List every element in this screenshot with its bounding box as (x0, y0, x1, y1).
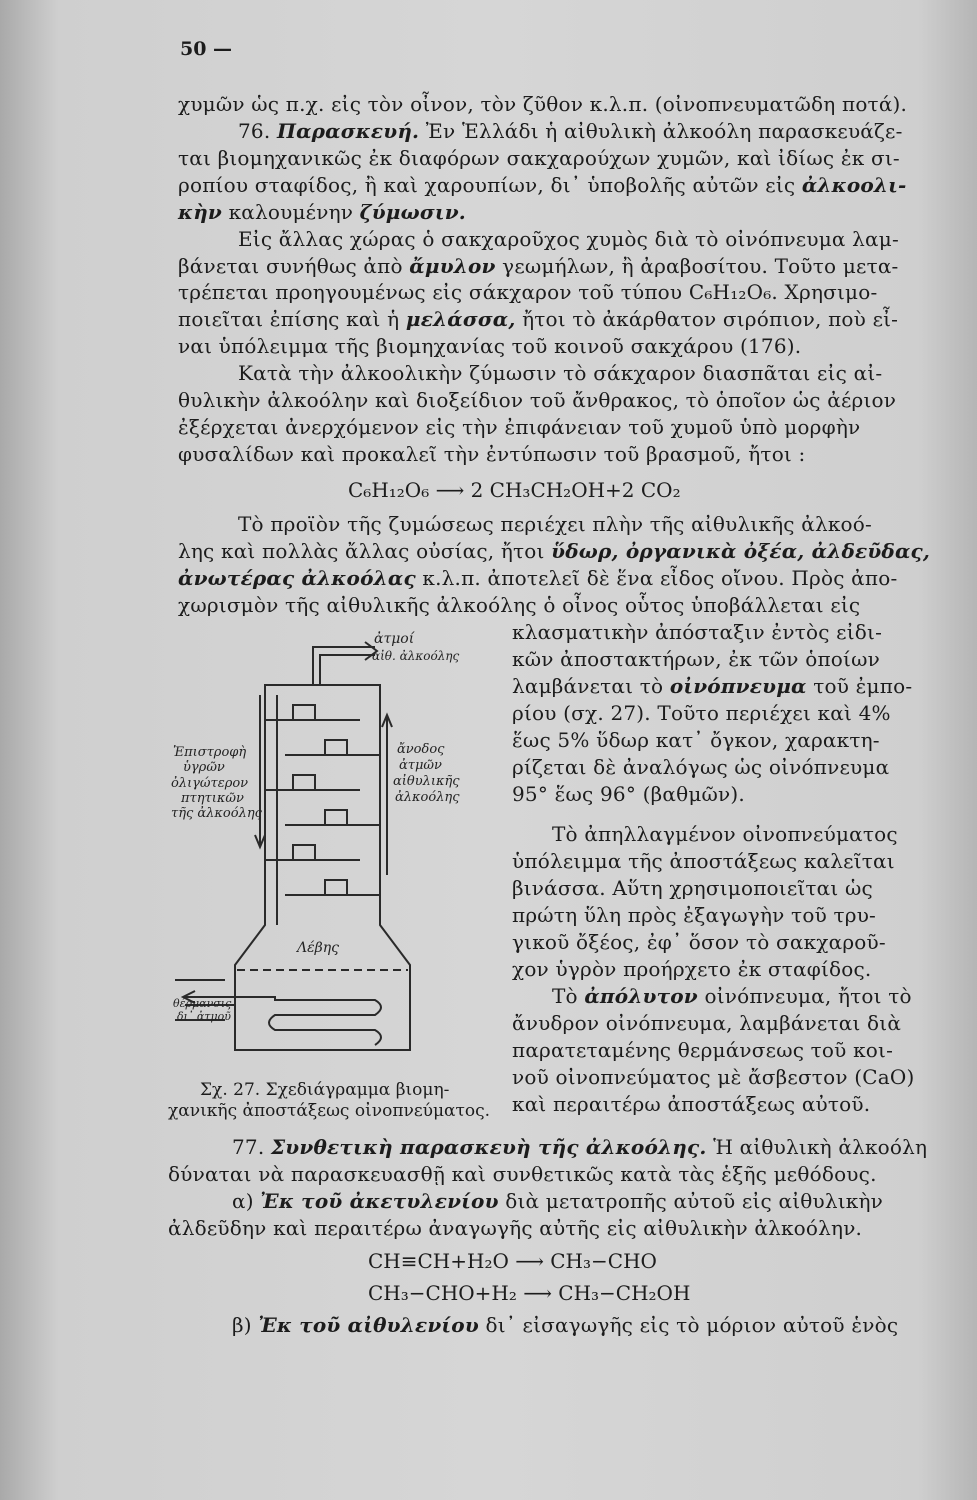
text-span: Ἡ αἰθυλικὴ ἀλκοόλη (706, 1135, 928, 1159)
text-span: χωρισμὸν τῆς αἰθυλικῆς ἀλκοόλης ὁ οἶνος οὗτος ὑποβάλλεται εἰς (178, 593, 861, 617)
text-span: χυμῶν ὡς π.χ. εἰς τὸν οἶνον, τὸν ζῦθον κ.λ.π. (οἰνοπνευματῶδη ποτά). (178, 92, 908, 116)
text-line (178, 146, 900, 170)
page-number: 50 — (180, 38, 233, 60)
text-span: ἐξέρχεται ἀνερχόμενον εἰς τὴν ἐπιφάνειαν τοῦ χυμοῦ ὑπὸ μορφὴν (178, 415, 861, 439)
text-line (512, 903, 876, 927)
text-line (178, 566, 897, 590)
label-return: πτητικῶν (181, 791, 244, 806)
text-line (512, 1011, 901, 1035)
text-line (232, 1189, 883, 1213)
text-line (178, 280, 877, 304)
text-line (512, 647, 880, 671)
emphasis: ἀπόλυτον (584, 984, 698, 1008)
text-span: ρίζεται δὲ ἀναλόγως ὡς οἰνόπνευμα (512, 755, 890, 779)
text-span: δύναται νὰ παρασκευασθῇ καὶ συνθετικῶς κατὰ τὰς ἑξῆς μεθόδους. (168, 1162, 877, 1186)
text-span: Τὸ ἀπηλλαγμένον οἰνοπνεύματος (552, 822, 898, 846)
emphasis: ἄμυλον (409, 254, 496, 278)
acetylene-equation: CH≡CH+H₂O ⟶ CH₃−CHO (368, 1249, 657, 1273)
fermentation-equation: C₆H₁₂O₆ ⟶ 2 CH₃CH₂OH+2 CO₂ (348, 478, 681, 502)
label-heating: θέρμανσις (173, 997, 232, 1010)
text-line (178, 307, 898, 331)
text-span: πρώτη ὕλη πρὸς ἐξαγωγὴν τοῦ τρυ- (512, 903, 877, 927)
text-span: λαμβάνεται τὸ (512, 674, 670, 698)
text-line (512, 728, 880, 752)
distillation-diagram (165, 625, 505, 1065)
text-line (512, 876, 873, 900)
text-span: δι᾽ εἰσαγωγῆς εἰς τὸ μόριον αὐτοῦ ἑνὸς (478, 1313, 899, 1337)
text-span: χον ὑγρὸν προήρχετο ἐκ σταφίδος. (512, 957, 872, 981)
text-span: παρατεταμένης θερμάνσεως τοῦ κοι- (512, 1038, 894, 1062)
text-line (512, 1065, 914, 1089)
label-return: Ἐπιστροφὴ (173, 745, 247, 760)
text-span: ἄνυδρον οἰνόπνευμα, λαμβάνεται διὰ (512, 1011, 902, 1035)
label-rise: ἀλκοόλης (395, 790, 460, 805)
text-span: κ.λ.π. ἀποτελεῖ δὲ ἕνα εἶδος οἴνου. Πρὸς ἀπο- (415, 566, 898, 590)
text-span: βάνεται συνήθως ἀπὸ (178, 254, 410, 278)
text-line (178, 173, 907, 197)
text-line (178, 539, 930, 563)
text-span: 95° ἕως 96° (βαθμῶν). (512, 782, 745, 806)
text-span: β) (232, 1313, 259, 1337)
text-span: 76. (238, 119, 277, 143)
text-span: 77. (232, 1135, 271, 1159)
text-span: Τὸ (552, 984, 585, 1008)
emphasis: Ἐκ τοῦ αἰθυλενίου (258, 1313, 479, 1337)
text-span: βινάσσα. Αὕτη χρησιμοποιεῖται ὡς (512, 876, 873, 900)
text-span: γικοῦ ὄξέος, ἐφ᾽ ὅσον τὸ σακχαροῦ- (512, 930, 886, 954)
text-line (552, 822, 898, 846)
section-heading: Παρασκευή. (276, 119, 420, 143)
text-line (178, 388, 896, 412)
emphasis: ἀλκοολι- (801, 173, 907, 197)
label-rise: ἄνοδος (397, 742, 445, 757)
text-line (552, 984, 912, 1008)
text-line (232, 1135, 927, 1159)
text-span: α) (232, 1189, 261, 1213)
text-line (178, 254, 899, 278)
text-line (168, 1216, 862, 1240)
emphasis: μελάσσα, (405, 307, 516, 331)
emphasis: ὕδωρ, ὀργανικὰ ὀξέα, ἀλδεῦδας, (551, 539, 931, 563)
label-heating: δι᾽ ἀτμοῦ (177, 1010, 231, 1023)
text-line (512, 849, 895, 873)
text-span: Ἐν Ἑλλάδι ἡ αἰθυλικὴ ἀλκοόλη παρασκευάζε- (419, 119, 903, 143)
section-heading: Συνθετικὴ παρασκευὴ τῆς ἀλκοόλης. (270, 1135, 707, 1159)
text-span: Κατὰ τὴν ἀλκοολικὴν ζύμωσιν τὸ σάκχαρον διασπᾶται εἰς αἰ- (238, 361, 883, 385)
text-span: Τὸ προϊὸν τῆς ζυμώσεως περιέχει πλὴν τῆς αἰθυλικῆς ἀλκοό- (238, 512, 872, 536)
label-return: ὑγρῶν (183, 760, 225, 775)
text-span: ὑπόλειμμα τῆς ἀποστάξεως καλεῖται (512, 849, 895, 873)
text-span: οἰνόπνευμα, ἤτοι τὸ (697, 984, 912, 1008)
text-span: καὶ περαιτέρω ἀποστάξεως αὐτοῦ. (512, 1092, 871, 1116)
text-line (512, 957, 871, 981)
text-line (178, 92, 907, 116)
figure-caption: χανικῆς ἀποστάξεως οἰνοπνεύματος. (168, 1101, 491, 1121)
text-line (512, 674, 912, 698)
text-line (512, 620, 882, 644)
emphasis: κὴν (178, 200, 223, 224)
text-line (512, 755, 889, 779)
text-span: ρίου (σχ. 27). Τοῦτο περιέχει καὶ 4% (512, 701, 891, 725)
text-span: ται βιομηχανικῶς ἐκ διαφόρων σακχαρούχων χυμῶν, καὶ ἰδίως ἐκ σι- (178, 146, 900, 170)
text-span: ροπίου σταφίδος, ἢ καὶ χαρουπίων, δι᾽ ὑποβολῆς αὐτῶν εἰς (178, 173, 802, 197)
text-line (238, 227, 899, 251)
text-span: διὰ μετατροπῆς αὐτοῦ εἰς αἰθυλικὴν (498, 1189, 883, 1213)
text-line (178, 334, 801, 358)
label-kettle: Λέβης (297, 940, 339, 956)
text-line (512, 782, 745, 806)
text-span: θυλικὴν ἀλκοόλην καὶ διοξείδιον τοῦ ἄνθρακος, τὸ ὁποῖον ὡς ἀέριον (178, 388, 897, 412)
label-return: ὀλιγώτερον (171, 776, 249, 791)
emphasis: Ἐκ τοῦ ἀκετυλενίου (260, 1189, 499, 1213)
text-line (512, 1038, 893, 1062)
label-rise: αἰθυλικῆς (393, 774, 460, 789)
text-span: κλασματικὴν ἀπόσταξιν ἐντὸς εἰδι- (512, 620, 883, 644)
text-span: τρέπεται προηγουμένως εἰς σάκχαρον τοῦ τύπου C₆H₁₂O₆. Χρησιμο- (178, 280, 878, 304)
text-line (178, 200, 466, 224)
text-line (178, 415, 860, 439)
label-return: τῆς ἀλκοόλης (171, 806, 262, 821)
text-span: ἤτοι τὸ ἀκάρθατον σιρόπιον, ποὺ εἶ- (515, 307, 899, 331)
emphasis: ἀνωτέρας ἀλκοόλας (178, 566, 416, 590)
text-span: γεωμήλων, ἢ ἀραβοσίτου. Τοῦτο μετα- (495, 254, 899, 278)
text-span: νοῦ οἰνοπνεύματος μὲ ἄσβεστον (CaO) (512, 1065, 915, 1089)
text-line (238, 119, 903, 143)
text-line (512, 930, 886, 954)
text-span: λης καὶ πολλὰς ἄλλας οὐσίας, ἤτοι (178, 539, 552, 563)
label-rise: ἀτμῶν (399, 758, 442, 773)
text-span: φυσαλίδων καὶ προκαλεῖ τὴν ἐντύπωσιν τοῦ βρασμοῦ, ἤτοι : (178, 442, 806, 466)
text-span: ναι ὑπόλειμμα τῆς βιομηχανίας τοῦ κοινοῦ σακχάρου (176). (178, 334, 802, 358)
reduction-equation: CH₃−CHO+H₂ ⟶ CH₃−CH₂OH (368, 1281, 691, 1305)
text-line (512, 701, 891, 725)
text-line (232, 1313, 898, 1337)
label-vapors: ἀτμοί (374, 631, 415, 647)
text-line (238, 512, 872, 536)
label-vapors-alcohol: αἰθ. ἀλκοόλης (372, 649, 460, 663)
text-span: Εἰς ἄλλας χώρας ὁ σακχαροῦχος χυμὸς διὰ τὸ οἰνόπνευμα λαμ- (238, 227, 899, 251)
text-span: τοῦ ἐμπο- (806, 674, 913, 698)
text-span: ἕως 5% ὕδωρ κατ᾽ ὄγκον, χαρακτη- (512, 728, 880, 752)
text-span: ἀλδεῦδην καὶ περαιτέρω ἀναγωγῆς αὐτῆς εἰς αἰθυλικὴν ἀλκοόλην. (168, 1216, 863, 1240)
text-span: ποιεῖται ἐπίσης καὶ ἡ (178, 307, 406, 331)
text-line (178, 442, 805, 466)
text-span: καλουμένην (222, 200, 360, 224)
text-line (178, 593, 860, 617)
text-line (512, 1092, 870, 1116)
text-line (238, 361, 882, 385)
text-span: κῶν ἀποστακτήρων, ἐκ τῶν ὁποίων (512, 647, 880, 671)
text-line (168, 1162, 877, 1186)
emphasis: ζύμωσιν. (359, 200, 466, 224)
figure-caption: Σχ. 27. Σχεδιάγραμμα βιομη- (200, 1080, 450, 1100)
emphasis: οἰνόπνευμα (669, 674, 807, 698)
